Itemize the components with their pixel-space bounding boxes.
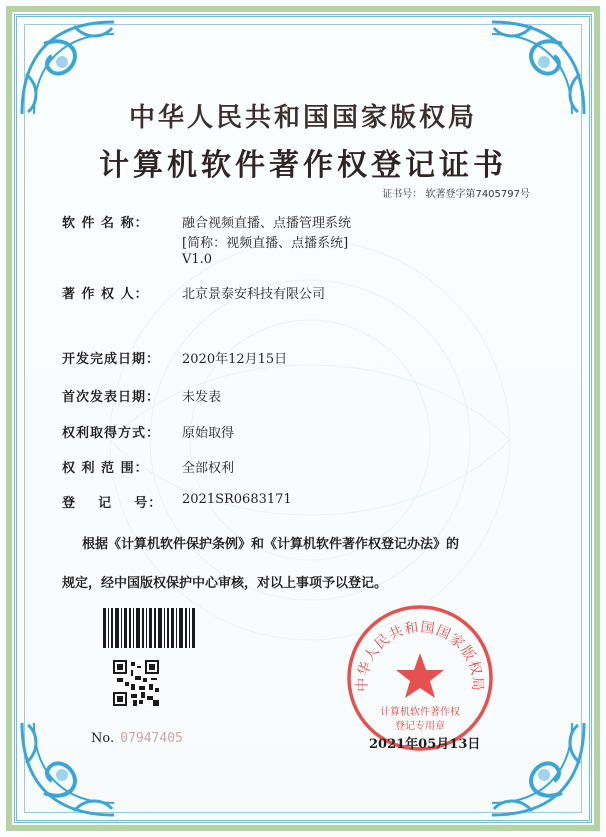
certificate-number	[382, 185, 530, 200]
owner-value: 北京景泰安科技有限公司	[182, 287, 326, 302]
field-label: 开发完成日期：	[62, 352, 161, 367]
software-name-line1: 融合视频直播、点播管理系统	[182, 216, 352, 231]
software-name-line2: [简称：视频直播、点播系统]	[182, 236, 349, 251]
authority-title: 中华人民共和国国家版权局	[128, 103, 477, 133]
first-publish-date-value: 未发表	[182, 390, 222, 405]
qr-code	[113, 660, 159, 706]
registration-no-value: 2021SR0683171	[182, 492, 292, 507]
barcode	[103, 608, 195, 648]
seal-inner-line2: 登记专用章	[395, 721, 445, 732]
serial-number	[91, 731, 183, 746]
statement-line-2: 规定，经中国版权保护中心审核，对以上事项予以登记。	[62, 576, 388, 591]
field-label: 登 记 号：	[62, 496, 163, 511]
field-label: 权 利 范 围：	[62, 461, 149, 476]
seal-arc-text: 中华人民共和国国家版权局	[354, 619, 486, 692]
seal-inner-line1: 计算机软件著作权	[380, 707, 460, 718]
official-seal	[345, 603, 495, 753]
field-label: 权利取得方式：	[62, 426, 161, 441]
scope-value: 全部权利	[182, 461, 235, 476]
field-label: 著 作 权 人：	[62, 287, 149, 302]
statement-line-1: 根据《计算机软件保护条例》和《计算机软件著作权登记办法》的	[82, 537, 460, 552]
serial-number-value: 07947405	[120, 731, 183, 746]
software-version: V1.0	[182, 252, 213, 267]
certificate-number-label: 证书号：	[382, 189, 423, 200]
issue-date: 2021年05月13日	[369, 737, 481, 752]
serial-number-label: No.	[91, 731, 115, 746]
seal-star-icon	[396, 653, 444, 698]
acquisition-value: 原始取得	[182, 426, 235, 441]
field-label: 首次发表日期：	[62, 390, 161, 405]
completion-date-value: 2020年12月15日	[182, 352, 288, 367]
certificate-title: 计算机软件著作权登记证书	[99, 148, 507, 183]
certificate-number-value: 软著登字第7405797号	[425, 189, 530, 200]
field-label: 软 件 名 称：	[62, 216, 149, 231]
